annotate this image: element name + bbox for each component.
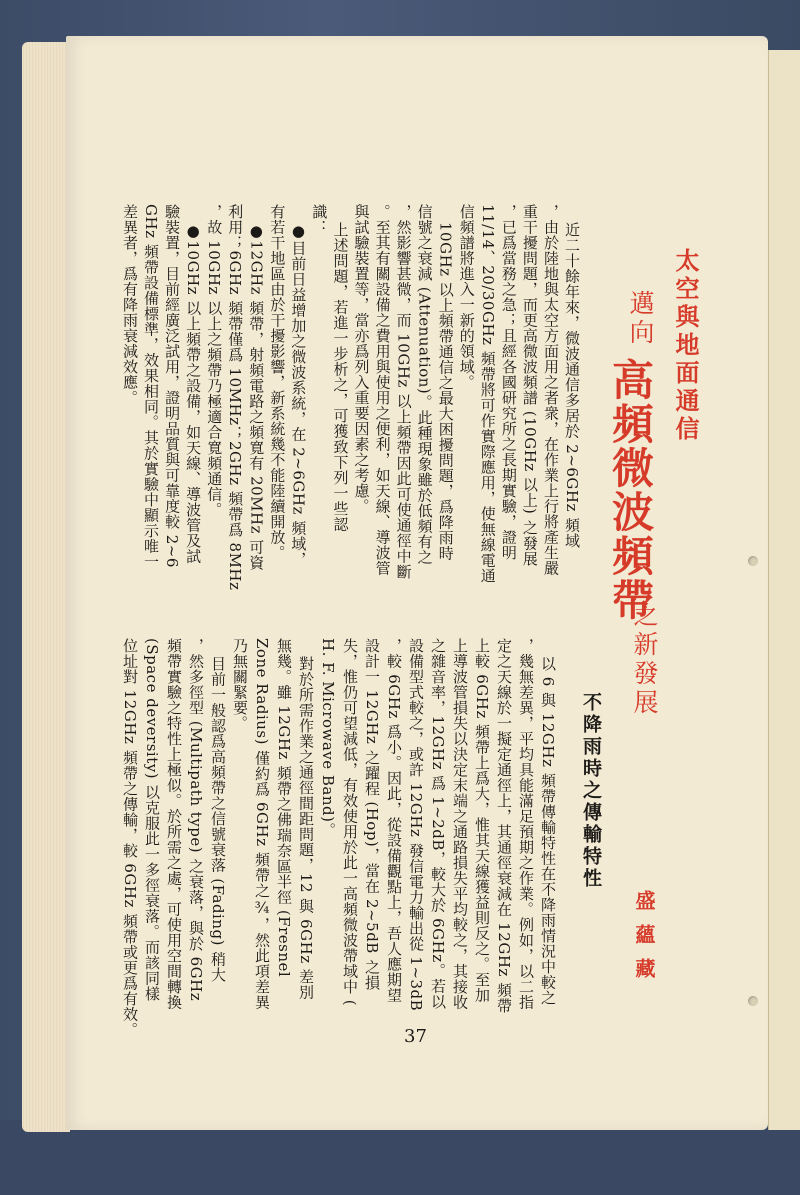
title-main: 高頻微波頻帶: [606, 358, 655, 622]
text-column: 上導波管損失以決定末端之通路損失平均較之，其接收: [451, 638, 469, 1010]
text-column: ，較 6GHz 爲小。因此，從設備觀點上，吾人應期望: [385, 638, 403, 1004]
text-column: ，由於陸地與太空方面用之者衆，在作業上行將產生嚴: [541, 204, 560, 576]
text-column: 11/14、20/30GHz 頻帶將可作實際應用，使無線電通: [478, 204, 497, 584]
text-column: 失，惟仍可望減低，有效使用於此一高頻微波帶域中 (: [341, 638, 359, 1007]
text-column: 對於所需作業之通徑間距問題，12 與 6GHz 差別: [297, 656, 315, 1000]
text-column: 定之天線於一擬定通徑上，其通徑衰減在 12GHz 頻帶: [495, 638, 513, 1014]
text-column: 上述問題，若進一步析之，可獲致下列一些認: [331, 222, 350, 532]
page-number: 37: [404, 1026, 427, 1047]
text-column: ●目前日益增加之微波系統，在 2~6GHz 頻域，: [289, 222, 308, 567]
text-column: Zone Radius) 僅約爲 6GHz 頻帶之¾，然此項差異: [253, 638, 271, 1010]
text-column: ，故 10GHz 以上之頻帶乃極適合寬頻通信。: [205, 204, 224, 518]
text-column: 之雜音率，12GHz 爲 1~2dB，較大於 6GHz。若以: [429, 638, 447, 1010]
text-column: 上較 6GHz 頻帶上爲大，惟其天線獲益則反之。至加: [473, 638, 491, 1004]
text-column: ●10GHz 以上頻帶之設備，如天線、導波管及試: [184, 222, 203, 564]
text-column: 識：: [310, 204, 329, 235]
text-column: 無幾。雖 12GHz 頻帶之佛瑞奈區半徑 (Fresnel: [275, 638, 293, 978]
text-column: ●12GHz 頻帶，射頻電路之頻寬有 20MHz 可資: [247, 222, 266, 571]
title-suffix: 之新發展: [630, 602, 659, 718]
text-column: 重干擾問題，而更高微波頻譜 (10GHz 以上) 之發展: [520, 204, 539, 567]
text-column: 有若干地區由於干擾影響，新系統幾不能陸續開放。: [268, 204, 287, 561]
title-prefix: 邁向: [626, 290, 655, 348]
text-column: 信頻譜將進入一新的領域。: [457, 204, 476, 390]
binding-hole: [748, 996, 758, 1006]
text-column: ，然多徑型 (Multipath type) 之衰落，與於 6GHz: [187, 638, 205, 1002]
text-column: 設計一 12GHz 之躍程 (Hop)，當在 2~5dB 之損: [363, 638, 381, 991]
text-column: 設備型式較之，或許 12GHz 發信電力輸出從 1~3dB: [407, 638, 425, 1012]
text-column: 利用；6GHz 頻帶僅爲 10MHz；2GHz 頻帶爲 8MHz: [226, 204, 245, 591]
text-column: 以 6 與 12GHz 頻帶傳輸特性在不降雨情況中較之: [539, 656, 557, 1006]
binding-hole: [748, 556, 758, 566]
text-column: (Space deversity) 以克服此一多徑衰落。而該同樣: [143, 638, 161, 1002]
book-cover-bottom: [0, 1120, 800, 1195]
text-column: 近二十餘年來，微波通信多居於 2~6GHz 頻域: [563, 222, 581, 549]
text-column: 。至其有關設備之費用與使用之便利，如天線、導波管: [373, 204, 392, 576]
text-column: H. F. Microwave Band)。: [319, 638, 337, 838]
text-column: ，然影響甚微，而 10GHz 以上頻帶因此可使通徑中斷: [394, 204, 413, 580]
text-column: ，已爲當務之急；且經各國研究所之長期實驗，證明: [499, 204, 518, 561]
text-column: ，幾無差異，平均具能滿足預期之作業。例如，以二指: [517, 638, 535, 1010]
text-column: 驗裝置，目前經廣泛試用，證明品質與可靠度較 2~6: [163, 204, 182, 568]
title-line-1: 太空與地面通信: [671, 248, 699, 444]
text-column: 目前一般認爲高頻帶之信號衰落 (Fading) 稍大: [209, 656, 227, 983]
adjacent-page-edge: [768, 50, 800, 1130]
text-column: 信號之衰減 (Attenuation)。此種現象雖於低頻有之: [415, 204, 434, 565]
text-column: 乃無關緊要。: [231, 638, 249, 731]
author: 盛蘊藏: [632, 890, 656, 992]
text-column: 與試驗裝置等，當亦爲列入重要因素之考慮。: [352, 204, 371, 514]
text-column: GHz 頻帶設備標準，效果相同。其於實驗中顯示唯一: [142, 204, 161, 570]
text-column: 頻帶實驗之特性上極似。於所需之處，可使用空間轉換: [165, 638, 183, 1010]
section-heading: 不降雨時之傳輸特性: [580, 692, 602, 890]
text-column: 差異者，爲有降雨衰減效應。: [121, 204, 139, 406]
text-column: 位址對 12GHz 頻帶之傳輸，較 6GHz 頻帶或更爲有效。: [121, 638, 139, 1038]
page-edges: [22, 42, 70, 1132]
text-column: 10GHz 以上頻帶通信之最大困擾問題，爲降雨時: [436, 222, 455, 561]
